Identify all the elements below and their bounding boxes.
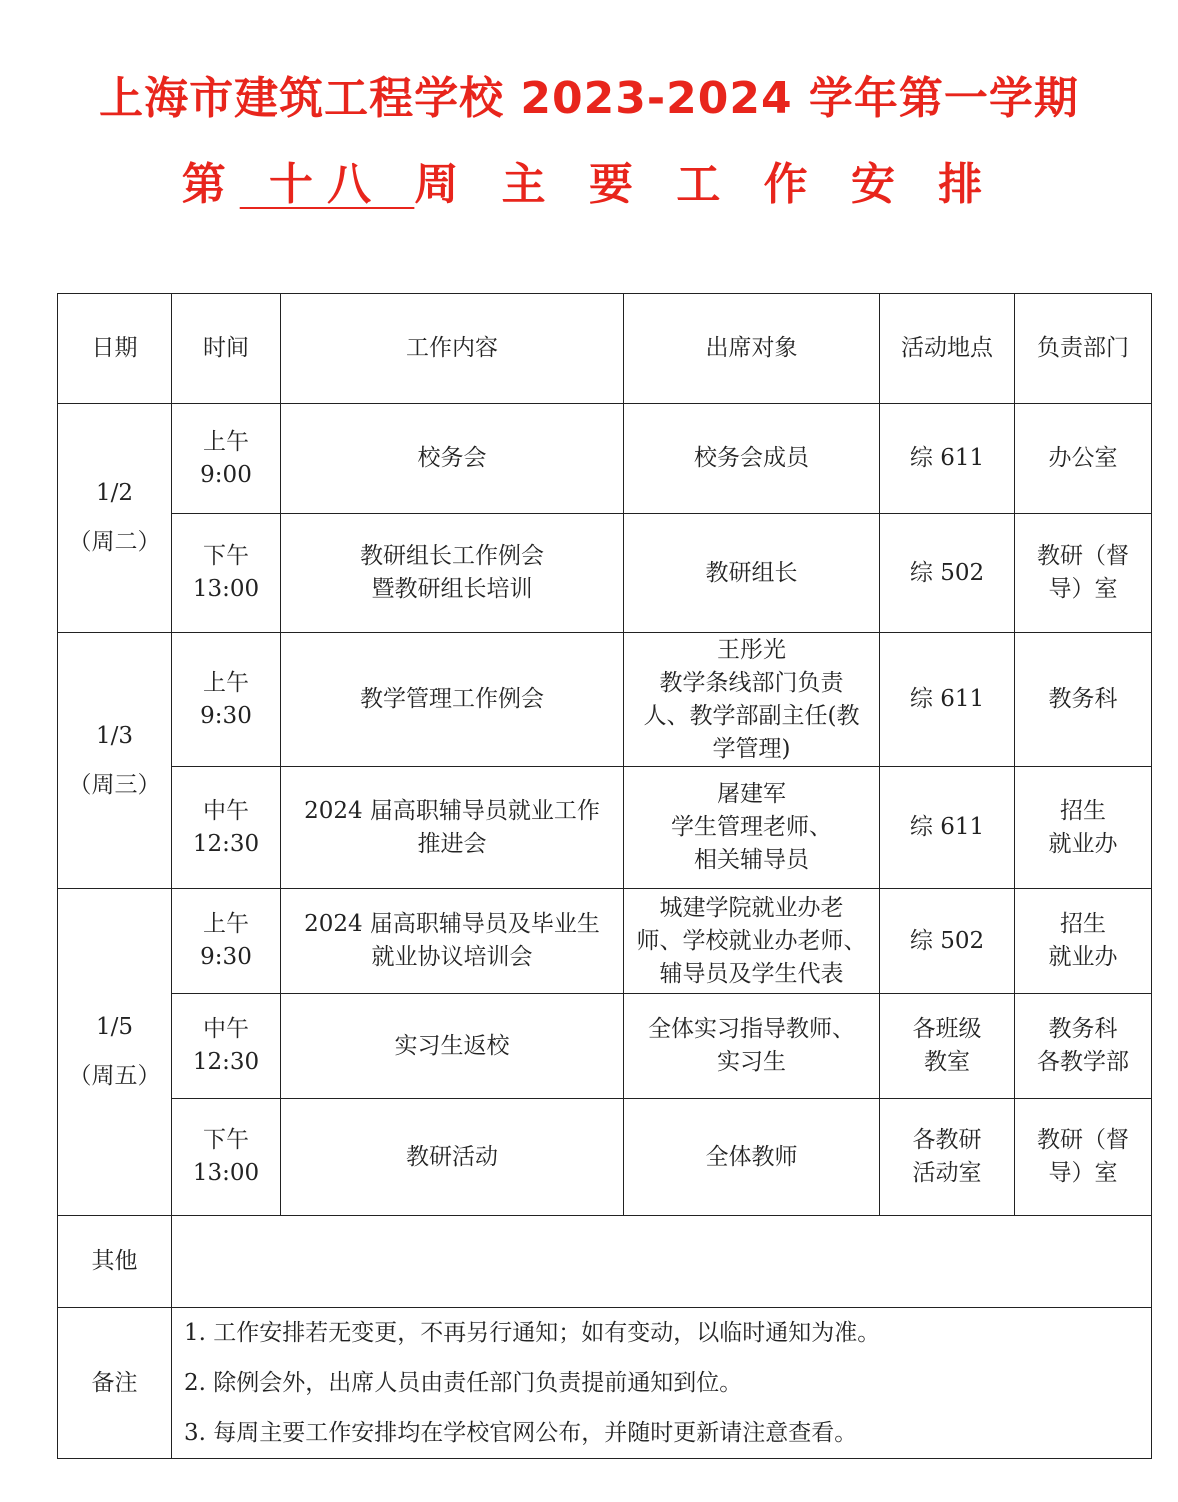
dept-cell	[1015, 404, 1152, 514]
date-text: 1/5	[95, 1014, 133, 1040]
location-text: 活动室	[912, 1160, 982, 1186]
location-text: 综 611	[909, 686, 985, 712]
date-text: 1/3	[95, 722, 133, 749]
location-cell	[880, 514, 1015, 633]
page-title-line2	[0, 148, 1178, 212]
attendees-text: 实习生	[717, 1049, 786, 1075]
dept-text: 就业办	[1048, 944, 1118, 970]
attendees-text: 校务会成员	[694, 445, 809, 471]
dept-text: 教务科	[1048, 1016, 1118, 1042]
dept-text: 导）室	[1048, 576, 1118, 602]
location-text: 综 611	[909, 814, 985, 840]
content-cell	[281, 404, 624, 514]
note-item: 2. 除例会外，出席人员由责任部门负责提前通知到位。	[184, 1370, 743, 1396]
attendees-text: 相关辅导员	[694, 847, 809, 873]
attendees-text: 教研组长	[705, 559, 798, 586]
dept-text: 教研（督	[1037, 1127, 1129, 1153]
attendees-cell	[624, 994, 880, 1099]
time-text: 下午	[203, 1127, 249, 1153]
attendees-cell	[624, 633, 880, 767]
time-text: 上午	[203, 911, 249, 937]
location-cell	[880, 404, 1015, 514]
dept-text: 导）室	[1048, 1160, 1118, 1186]
dept-text: 就业办	[1048, 830, 1118, 857]
content-cell	[281, 994, 624, 1099]
attendees-text: 辅导员及学生代表	[659, 960, 844, 987]
table-row	[58, 767, 1152, 889]
time-text: 下午	[203, 543, 249, 569]
attendees-text: 人、教学部副主任(教	[643, 702, 860, 729]
date-cell	[58, 404, 172, 633]
weekday-text: （周二）	[68, 529, 161, 555]
content-text: 实习生返校	[394, 1032, 510, 1059]
time-text: 9:00	[200, 461, 252, 488]
date-cell	[58, 633, 172, 889]
attendees-text: 城建学院就业办老	[659, 894, 844, 921]
header-location: 活动地点	[880, 294, 1015, 404]
attendees-text: 学管理)	[712, 735, 791, 762]
note-item: 3. 每周主要工作安排均在学校官网公布，并随时更新请注意查看。	[184, 1420, 858, 1446]
notes-cell	[172, 1308, 1152, 1459]
location-text: 各班级	[912, 1016, 982, 1042]
other-row	[58, 1216, 1152, 1308]
attendees-cell	[624, 889, 880, 994]
location-text: 教室	[924, 1049, 970, 1075]
time-cell	[172, 889, 281, 994]
title-week-number: 十八	[239, 159, 415, 210]
header-content: 工作内容	[281, 294, 624, 404]
time-text: 上午	[203, 428, 249, 455]
content-text: 2024 届高职辅导员及毕业生	[304, 911, 600, 937]
dept-text: 教务科	[1048, 686, 1118, 712]
location-text: 综 611	[909, 445, 985, 471]
content-cell	[281, 889, 624, 994]
page-title-line1: 上海市建筑工程学校 2023-2024 学年第一学期	[99, 73, 1079, 124]
title-suffix: 周 主 要 工 作 安 排	[414, 159, 997, 210]
content-cell	[281, 1099, 624, 1216]
dept-cell	[1015, 1099, 1152, 1216]
content-text: 推进会	[417, 830, 487, 857]
other-value	[172, 1216, 1152, 1308]
table-row	[58, 889, 1152, 994]
table-row	[58, 1099, 1152, 1216]
content-text: 校务会	[417, 445, 487, 471]
time-text: 上午	[203, 669, 249, 696]
attendees-cell	[624, 404, 880, 514]
attendees-text: 屠建军	[717, 781, 786, 807]
dept-cell	[1015, 633, 1152, 767]
date-cell	[58, 889, 172, 1216]
table-row	[58, 404, 1152, 514]
time-cell	[172, 994, 281, 1099]
attendees-cell	[624, 767, 880, 889]
time-cell	[172, 767, 281, 889]
header-attendees: 出席对象	[624, 294, 880, 404]
location-cell	[880, 994, 1015, 1099]
content-cell	[281, 633, 624, 767]
dept-cell	[1015, 767, 1152, 889]
dept-cell	[1015, 889, 1152, 994]
location-cell	[880, 889, 1015, 994]
other-label: 其他	[58, 1216, 172, 1308]
dept-text: 招生	[1060, 797, 1106, 824]
header-date: 日期	[58, 294, 172, 404]
time-text: 中午	[203, 797, 249, 824]
time-text: 12:30	[192, 1049, 260, 1075]
location-cell	[880, 767, 1015, 889]
table-row	[58, 994, 1152, 1099]
attendees-cell	[624, 1099, 880, 1216]
weekday-text: （周三）	[68, 771, 161, 798]
time-cell	[172, 1099, 281, 1216]
attendees-text: 全体教师	[705, 1143, 798, 1170]
content-text: 暨教研组长培训	[371, 576, 533, 602]
dept-cell	[1015, 994, 1152, 1099]
content-cell	[281, 514, 624, 633]
attendees-text: 王彤光	[717, 636, 786, 663]
header-dept: 负责部门	[1015, 294, 1152, 404]
attendees-text: 学生管理老师、	[671, 814, 832, 840]
title-prefix: 第	[181, 159, 240, 210]
time-cell	[172, 633, 281, 767]
content-text: 教学管理工作例会	[360, 686, 544, 712]
dept-text: 各教学部	[1037, 1049, 1129, 1075]
time-text: 中午	[203, 1016, 249, 1042]
attendees-cell	[624, 514, 880, 633]
header-time: 时间	[172, 294, 281, 404]
time-text: 13:00	[192, 1160, 260, 1186]
content-text: 就业协议培训会	[371, 944, 533, 970]
time-cell	[172, 404, 281, 514]
dept-text: 招生	[1060, 911, 1106, 937]
content-text: 2024 届高职辅导员就业工作	[304, 797, 600, 824]
dept-text: 办公室	[1048, 445, 1118, 471]
schedule-table	[57, 293, 1152, 1459]
content-text: 教研组长工作例会	[360, 543, 544, 569]
header-row	[58, 294, 1152, 404]
location-cell	[880, 1099, 1015, 1216]
content-cell	[281, 767, 624, 889]
location-text: 综 502	[909, 927, 985, 954]
time-text: 9:30	[200, 944, 252, 970]
time-text: 12:30	[192, 830, 260, 857]
attendees-text: 教学条线部门负责	[659, 669, 844, 696]
time-cell	[172, 514, 281, 633]
note-item: 1. 工作安排若无变更，不再另行通知；如有变动，以临时通知为准。	[184, 1320, 881, 1346]
table-row	[58, 633, 1152, 767]
location-text: 综 502	[909, 559, 985, 586]
notes-row	[58, 1308, 1152, 1459]
attendees-text: 师、学校就业办老师、	[636, 927, 867, 954]
content-text: 教研活动	[406, 1143, 498, 1170]
attendees-text: 全体实习指导教师、	[648, 1016, 855, 1042]
table-row	[58, 514, 1152, 633]
weekday-text: （周五）	[68, 1063, 161, 1089]
date-text: 1/2	[95, 480, 133, 506]
time-text: 9:30	[200, 702, 252, 729]
notes-label: 备注	[58, 1308, 172, 1459]
dept-text: 教研（督	[1037, 543, 1129, 569]
time-text: 13:00	[192, 576, 260, 602]
location-cell	[880, 633, 1015, 767]
dept-cell	[1015, 514, 1152, 633]
location-text: 各教研	[912, 1127, 982, 1153]
